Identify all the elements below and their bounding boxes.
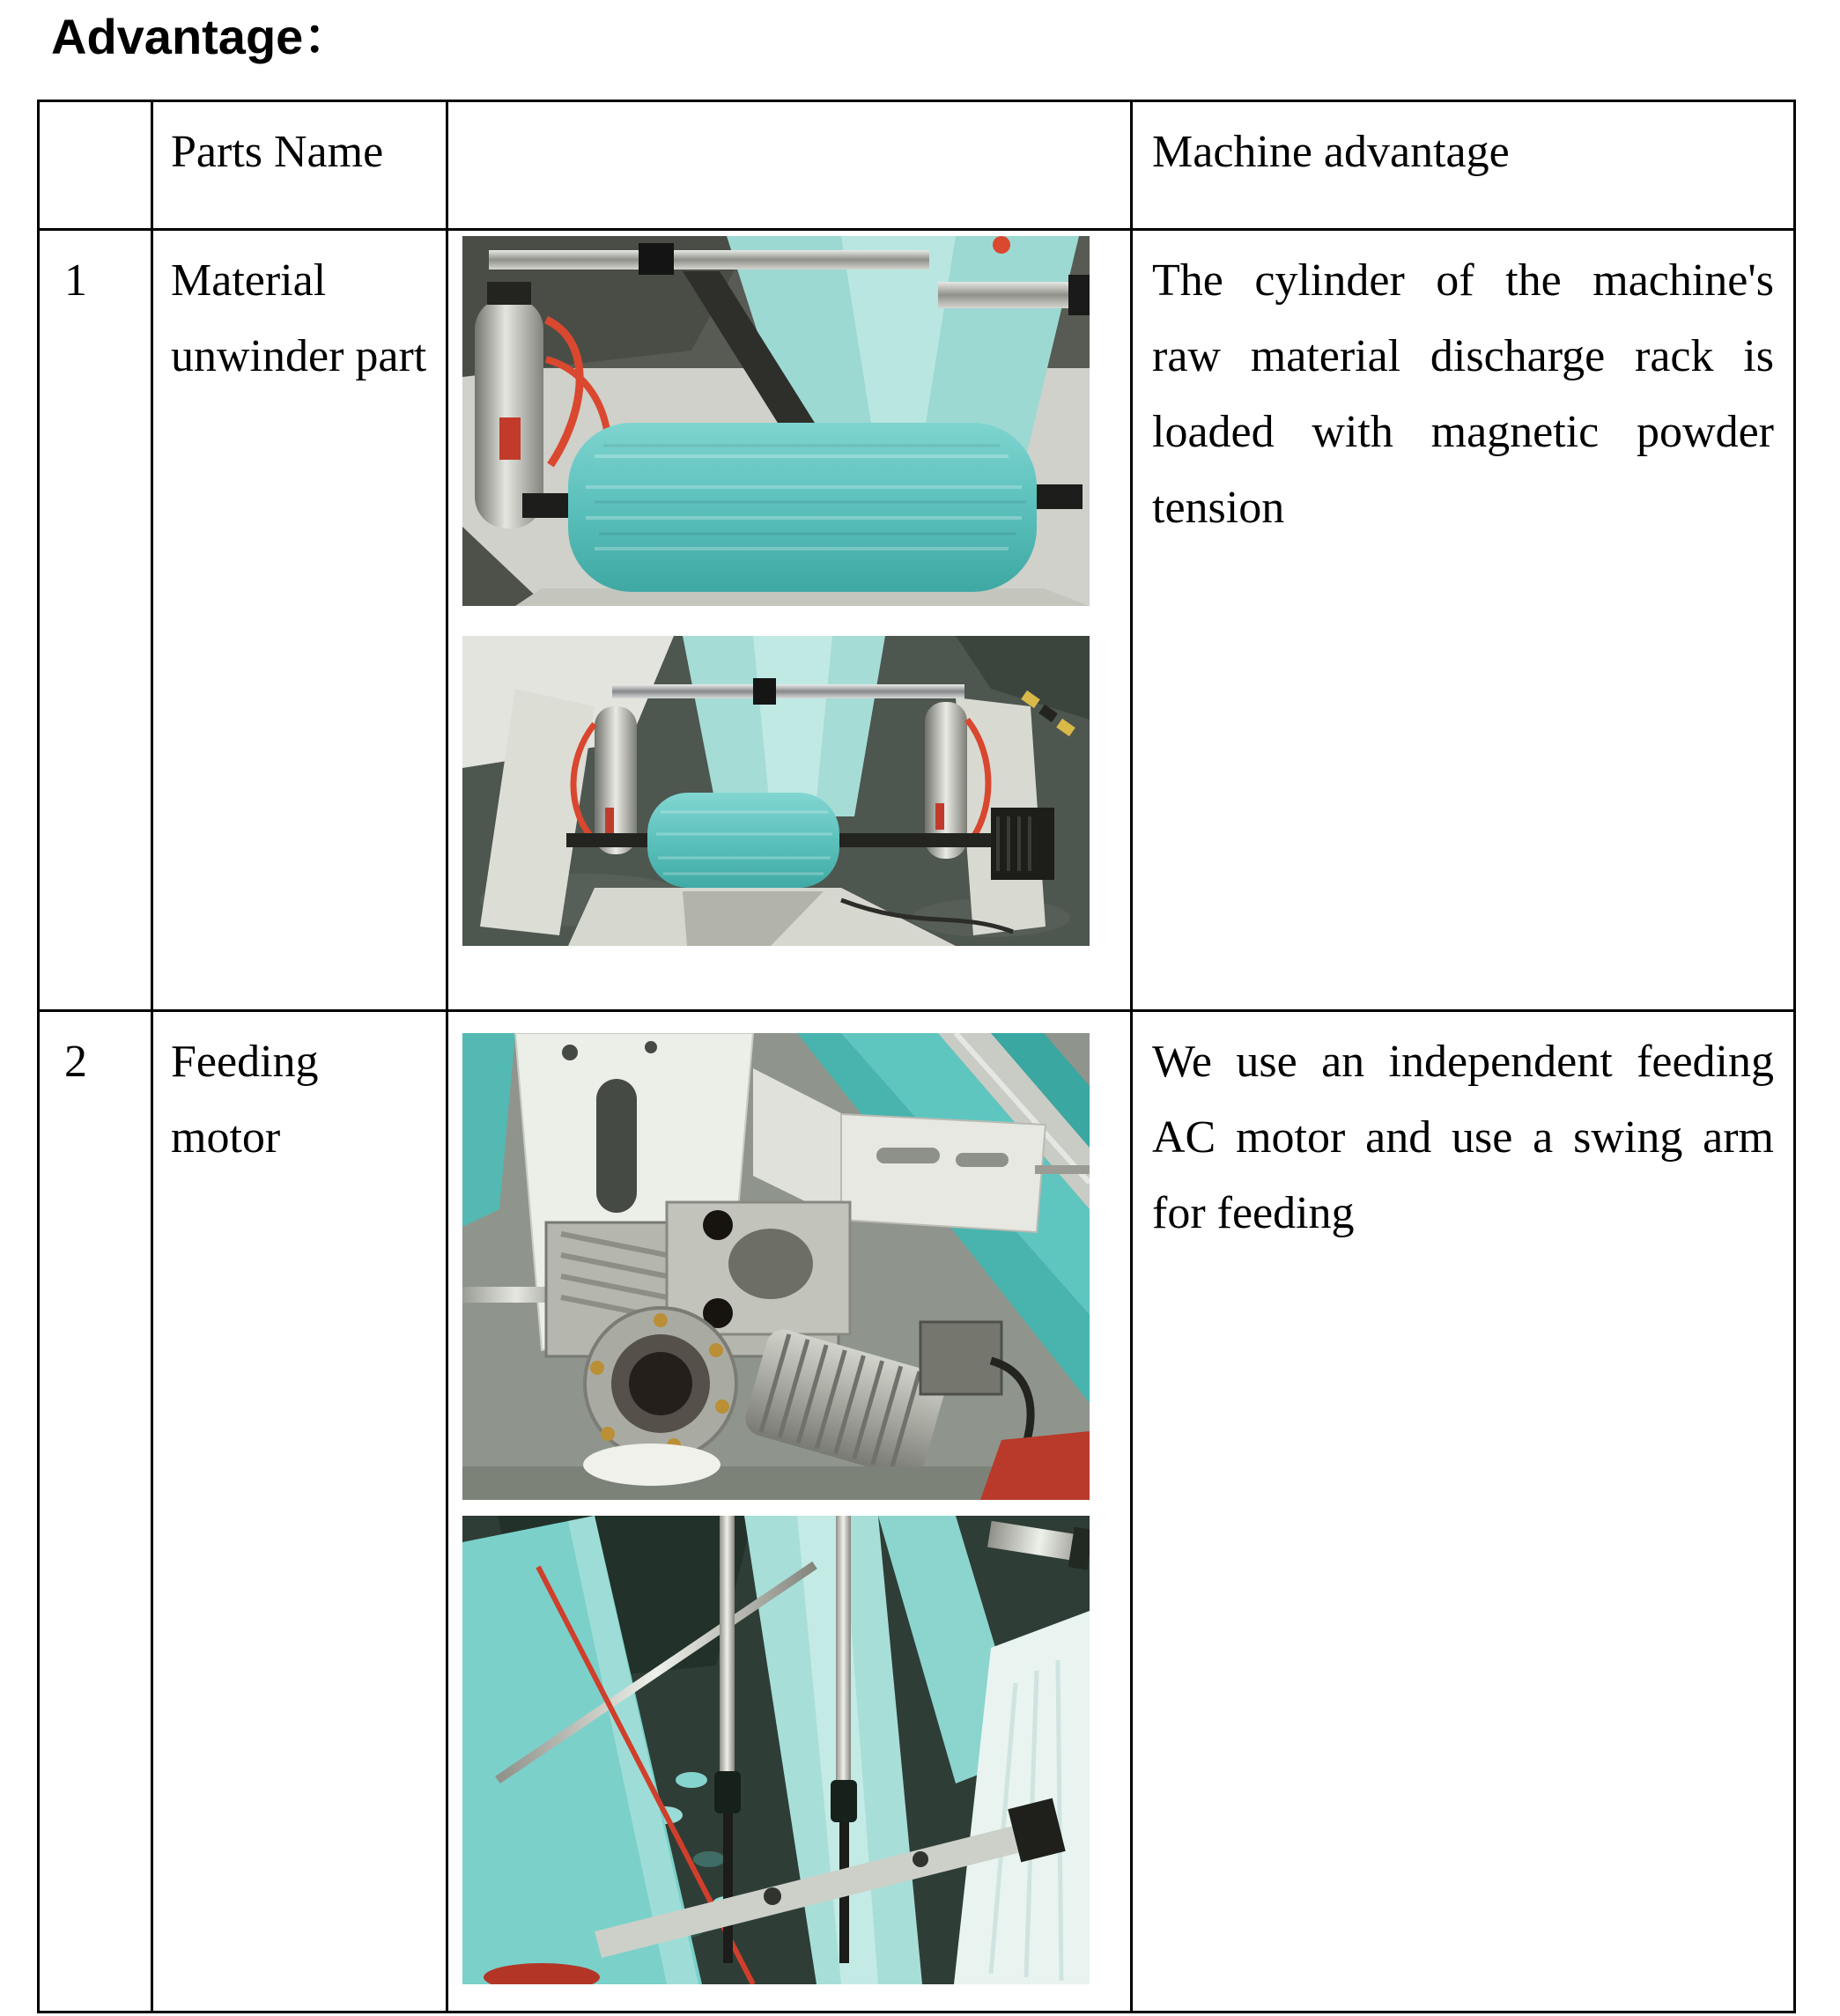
row2-advantage: We use an independent feeding AC motor and use a swing arm for feeding	[1132, 1011, 1795, 2012]
adjust-bolt	[1035, 1165, 1090, 1174]
bracket-slot	[876, 1148, 940, 1163]
header-advantage-cell: Machine advantage	[1132, 101, 1795, 230]
header-parts-name-cell: Parts Name	[152, 101, 447, 230]
row1-photos-cell	[447, 230, 1132, 1011]
label-left	[605, 808, 614, 834]
teal-film-roll	[568, 423, 1037, 592]
page-title: Advantage：	[51, 9, 353, 64]
header-photo-cell	[447, 101, 1132, 230]
plate-slot	[596, 1079, 637, 1213]
bolt-1	[703, 1210, 733, 1240]
label-right	[935, 803, 944, 830]
table-row-feeding-motor	[39, 1011, 1795, 2012]
advantage-table	[37, 100, 1796, 2013]
photo-material-unwinder-wide	[462, 636, 1090, 946]
row1-parts-name: Material unwinder part	[152, 230, 447, 1011]
shaft-left	[522, 493, 575, 518]
cylinder-cap	[487, 282, 531, 305]
row2-parts-name: Feeding motor	[152, 1011, 447, 2012]
swing-bracket	[841, 1114, 1046, 1232]
bar-bolt-1	[764, 1887, 781, 1905]
photo-feeding-motor-gearbox	[462, 1033, 1090, 1500]
cylinder-label	[499, 417, 521, 460]
row1-number: 1	[39, 230, 152, 1011]
cylinder-left	[595, 706, 637, 854]
top-bar	[612, 684, 964, 698]
top-roller	[938, 282, 1090, 308]
row2-number: 2	[39, 1011, 152, 2012]
row1-advantage: The cylinder of the machine's raw material discharge rack is loaded with magnetic powder tension	[1132, 230, 1795, 1011]
bracket-slot-2	[956, 1153, 1009, 1167]
table-header-row	[39, 101, 1795, 230]
roller-end-cap	[1068, 275, 1090, 315]
junction-box	[920, 1322, 1001, 1394]
plate-hole	[562, 1045, 578, 1060]
red-fitting	[993, 236, 1010, 254]
gear-motor	[991, 808, 1054, 880]
header-number-cell	[39, 101, 152, 230]
clamp	[639, 243, 674, 275]
photo-film-swing-arm	[462, 1516, 1090, 1984]
bar-bolt-2	[913, 1851, 928, 1867]
photo-material-unwinder-closeup	[462, 236, 1090, 606]
plate-hole-2	[645, 1041, 657, 1053]
row2-photos-cell	[447, 1011, 1132, 2012]
bar-clamp	[753, 678, 776, 705]
flange-bore	[728, 1229, 813, 1299]
powder-spill	[583, 1444, 720, 1486]
wheel-bore	[629, 1352, 692, 1415]
table-row-material-unwinder	[39, 230, 1795, 1011]
chrome-bar	[489, 250, 929, 270]
